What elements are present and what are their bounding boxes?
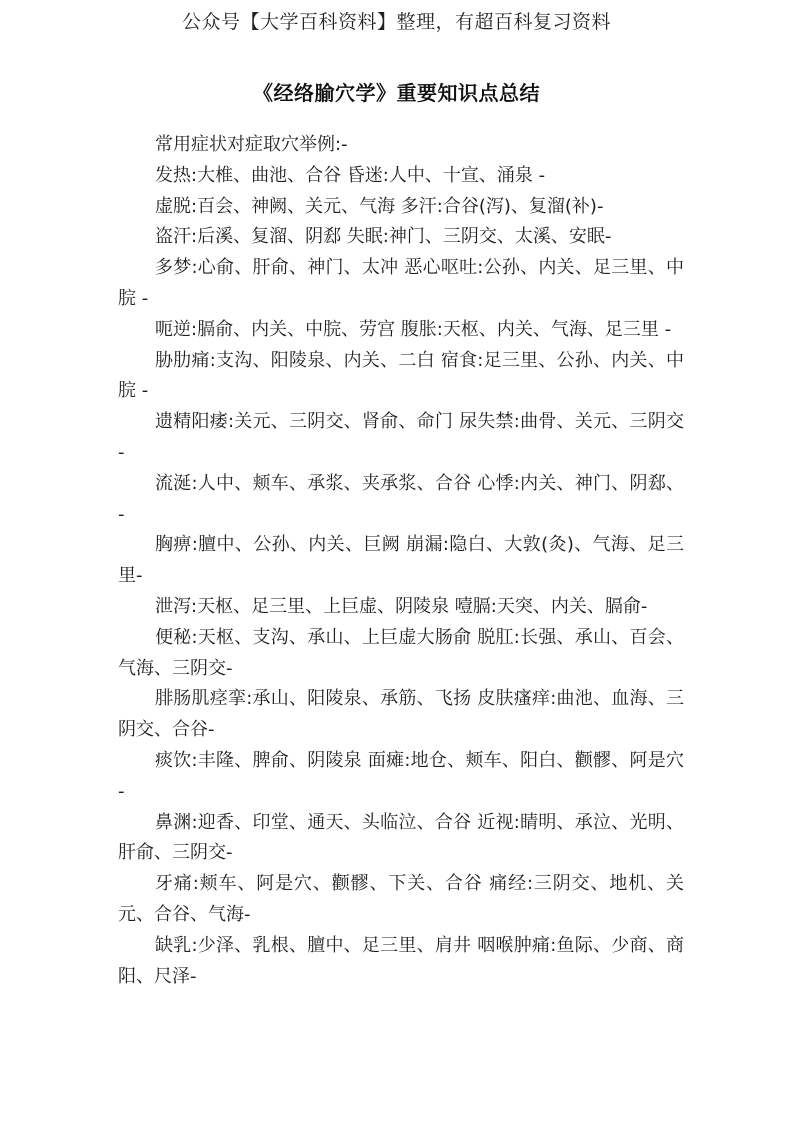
- paragraph-collapse-sweating: 虚脱:百会、神阙、关元、气海 多汗:合谷(泻)、复溜(补)-: [155, 195, 604, 217]
- paragraph-toothache-dysmenorrhea: 牙痛:颊车、阿是穴、颧髎、下关、合谷 痛经:三阴交、地机、关元、合谷、气海-: [118, 873, 684, 925]
- paragraph-diarrhea-dysphagia: 泄泻:天枢、足三里、上巨虚、阴陵泉 噎膈:天突、内关、膈俞-: [155, 595, 648, 617]
- paragraph-hiccup-distension: 呃逆:膈俞、内关、中脘、劳宫 腹胀:天枢、内关、气海、足三里 -: [155, 318, 672, 340]
- paragraph-dreams-nausea: 多梦:心俞、肝俞、神门、太冲 恶心呕吐:公孙、内关、足三里、中脘 -: [118, 257, 684, 309]
- paragraph-impotence-incontinence: 遗精阳痿:关元、三阴交、肾俞、命门 尿失禁:曲骨、关元、三阴交 -: [118, 411, 684, 463]
- paragraph-fever-coma: 发热:大椎、曲池、合谷 昏迷:人中、十宣、涌泉 -: [155, 164, 546, 186]
- paragraph-chest-bi-metrorrhagia: 胸痹:膻中、公孙、内关、巨阙 崩漏:隐白、大敦(灸)、气海、足三里-: [118, 534, 684, 587]
- page-header-watermark: 公众号【大学百科资料】整理，有超百科复习资料: [181, 11, 611, 33]
- paragraph-drooling-palpitation: 流涎:人中、颊车、承浆、夹承浆、合谷 心悸:内关、神门、阴郄、 -: [118, 472, 684, 525]
- paragraph-hypochondriac-food-retention: 胁肋痛:支沟、阳陵泉、内关、二白 宿食:足三里、公孙、内关、中脘 -: [118, 349, 684, 402]
- paragraph-phlegm-facial-paralysis: 痰饮:丰隆、脾俞、阴陵泉 面瘫:地仓、颊车、阳白、颧髎、阿是穴 -: [118, 749, 684, 802]
- paragraph-intro: 常用症状对症取穴举例:-: [155, 134, 348, 155]
- paragraph-sinusitis-myopia: 鼻渊:迎香、印堂、通天、头临泣、合谷 近视:睛明、承泣、光明、肝俞、三阴交-: [118, 811, 684, 864]
- document-title: 《经络腧穴学》重要知识点总结: [253, 81, 540, 105]
- paragraph-cramp-pruritus: 腓肠肌痉挛:承山、阳陵泉、承筋、飞扬 皮肤瘙痒:曲池、血海、三阴交、合谷-: [118, 688, 684, 741]
- paragraph-night-sweat-insomnia: 盗汗:后溪、复溜、阴郄 失眠:神门、三阴交、太溪、安眠-: [155, 226, 612, 248]
- document-body: [118, 130, 684, 992]
- paragraph-lactation-sore-throat: 缺乳:少泽、乳根、膻中、足三里、肩井 咽喉肿痛:鱼际、少商、商阳、尺泽-: [118, 934, 684, 987]
- paragraph-constipation-prolapse: 便秘:天枢、支沟、承山、上巨虚大肠俞 脱肛:长强、承山、百会、气海、三阴交-: [118, 626, 684, 679]
